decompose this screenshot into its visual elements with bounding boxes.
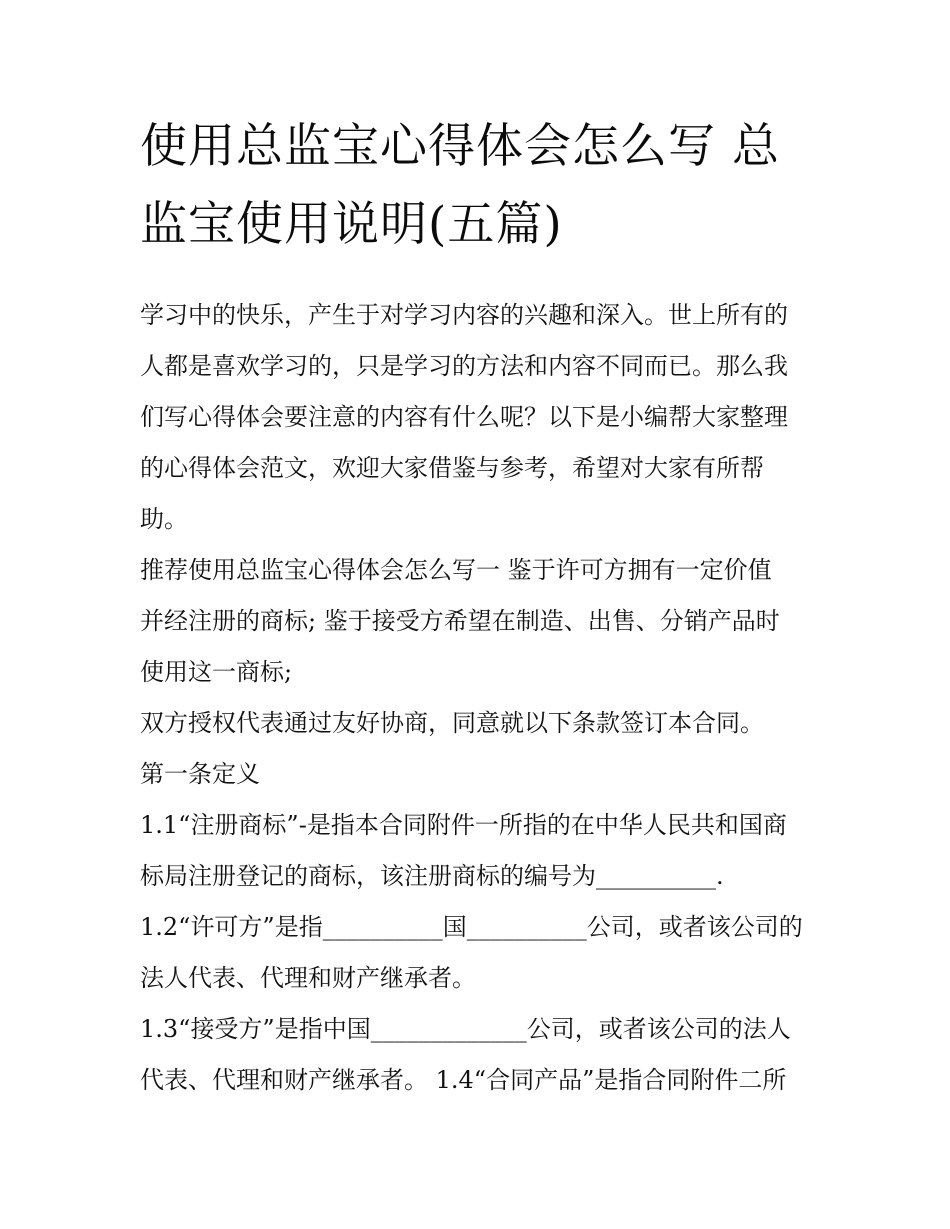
title-line: 使用总监宝心得体会怎么写 总 xyxy=(140,119,780,174)
text-line xyxy=(140,1055,820,1106)
document-title xyxy=(140,108,820,264)
text-segment: 1.2“许可方”是指__________国__________公司，或者该公司的 xyxy=(140,913,803,941)
text-line xyxy=(140,392,820,443)
text-segment: 代表、代理和财产继承者。 1.4“合同产品”是指合同附件二所 xyxy=(140,1066,787,1094)
document-content xyxy=(140,108,820,1106)
text-segment: 标局注册登记的商标，该注册商标的编号为__________. xyxy=(140,862,724,890)
title-line: 监宝使用说明(五篇) xyxy=(140,197,563,252)
text-segment: 人都是喜欢学习的，只是学习的方法和内容不同而已。那么我 xyxy=(140,352,788,380)
body-paragraph xyxy=(140,749,820,800)
document-body xyxy=(140,290,820,1106)
text-segment: 的心得体会范文，欢迎大家借鉴与参考，希望对大家有所帮 xyxy=(140,454,764,482)
text-segment: 第一条定义 xyxy=(140,760,260,788)
text-segment: 助。 xyxy=(140,505,188,533)
body-paragraph xyxy=(140,545,820,698)
body-paragraph xyxy=(140,290,820,545)
text-segment: 1.3“接受方”是指中国_____________公司，或者该公司的法人 xyxy=(140,1015,791,1043)
body-paragraph xyxy=(140,698,820,749)
text-line xyxy=(140,290,820,341)
text-segment: 推荐使用总监宝心得体会怎么写一 鉴于许可方拥有一定价值 xyxy=(140,556,772,584)
text-line xyxy=(140,443,820,494)
text-line xyxy=(140,953,820,1004)
text-segment: 1.1“注册商标”-是指本合同附件一所指的在中华人民共和国商 xyxy=(140,811,787,839)
text-line xyxy=(140,800,820,851)
text-line xyxy=(140,596,820,647)
text-line xyxy=(140,698,820,749)
text-line xyxy=(140,647,820,698)
text-line xyxy=(140,1004,820,1055)
text-segment: 使用这一商标; xyxy=(140,658,293,686)
text-line xyxy=(140,545,820,596)
text-segment: 学习中的快乐，产生于对学习内容的兴趣和深入。世上所有的 xyxy=(140,301,788,329)
text-line xyxy=(140,749,820,800)
text-line xyxy=(140,902,820,953)
text-segment: 们写心得体会要注意的内容有什么呢？以下是小编帮大家整理 xyxy=(140,403,788,431)
body-paragraph xyxy=(140,902,820,1004)
body-paragraph xyxy=(140,800,820,902)
body-paragraph xyxy=(140,1004,820,1106)
text-segment: 法人代表、代理和财产继承者。 xyxy=(140,964,476,992)
text-segment: 双方授权代表通过友好协商，同意就以下条款签订本合同。 xyxy=(140,709,764,737)
text-line xyxy=(140,494,820,545)
text-line xyxy=(140,851,820,902)
text-line xyxy=(140,341,820,392)
text-segment: 并经注册的商标; 鉴于接受方希望在制造、出售、分销产品时 xyxy=(140,607,780,635)
